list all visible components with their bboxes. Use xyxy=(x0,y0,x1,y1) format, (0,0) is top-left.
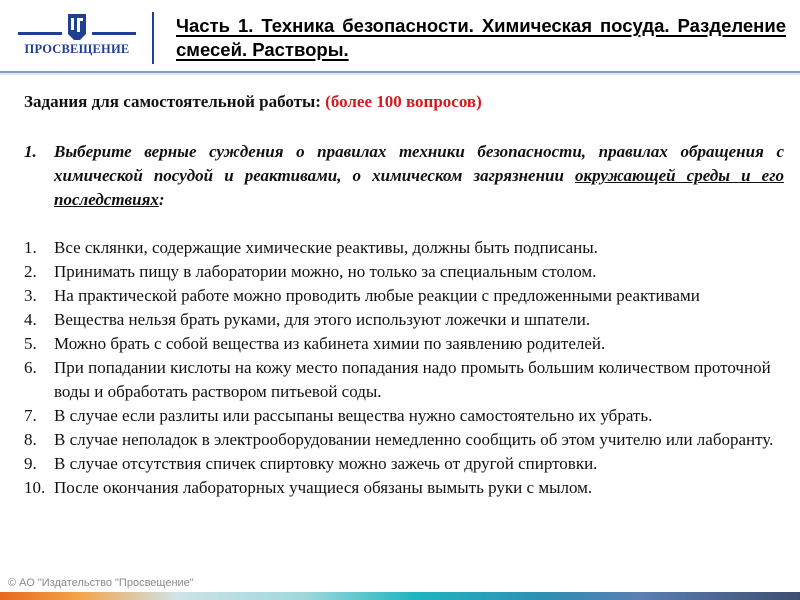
option-text: В случае отсутствия спичек спиртовку можно зажечь от другой спиртовки. xyxy=(54,454,598,473)
option-number: 3. xyxy=(24,286,37,305)
list-item xyxy=(24,260,784,284)
question xyxy=(24,140,784,212)
list-item xyxy=(24,236,784,260)
list-item xyxy=(24,308,784,332)
option-text: Все склянки, содержащие химические реактивы, должны быть подписаны. xyxy=(54,238,598,257)
option-text: При попадании кислоты на кожу место попадания надо промыть большим количеством проточной воды и обработать раствором питьевой соды. xyxy=(54,358,771,401)
option-number: 9. xyxy=(24,454,37,473)
header-divider xyxy=(152,12,154,64)
footer-gradient-bar xyxy=(0,592,800,600)
header-rule-shadow xyxy=(0,73,800,75)
list-item xyxy=(24,404,784,428)
option-text: В случае неполадок в электрооборудовании немедленно сообщить об этом учителю или лаборанту. xyxy=(54,430,774,449)
option-number: 5. xyxy=(24,334,37,353)
tasks-count: (более 100 вопросов) xyxy=(325,92,482,111)
list-item xyxy=(24,332,784,356)
question-text xyxy=(54,140,784,212)
option-number: 1. xyxy=(24,238,37,257)
tasks-heading-label: Задания для самостоятельной работы: xyxy=(24,92,326,111)
list-item xyxy=(24,356,784,404)
option-text: На практической работе можно проводить любые реакции с предложенными реактивами xyxy=(54,286,700,305)
publisher-logo xyxy=(18,12,136,64)
slide-content xyxy=(24,90,784,500)
question-number: 1. xyxy=(24,142,37,161)
tasks-heading xyxy=(24,90,784,114)
logo-text: ПРОСВЕЩЕНИЕ xyxy=(24,42,130,56)
option-number: 4. xyxy=(24,310,37,329)
option-text: Вещества нельзя брать руками, для этого используют ложечки и шпатели. xyxy=(54,310,591,329)
question-text-end: : xyxy=(158,190,165,209)
list-item xyxy=(24,284,784,308)
list-item xyxy=(24,428,784,452)
logo-emblem-icon xyxy=(18,12,136,42)
option-number: 7. xyxy=(24,406,37,425)
option-text: Можно брать с собой вещества из кабинета химии по заявлению родителей. xyxy=(54,334,606,353)
question-text-underlined: окружающей среды и его последствиях xyxy=(54,166,784,209)
option-number: 6. xyxy=(24,358,37,377)
option-text: Принимать пищу в лаборатории можно, но только за специальным столом. xyxy=(54,262,597,281)
copyright-notice: © АО "Издательство "Просвещение" xyxy=(8,577,194,589)
option-text: После окончания лабораторных учащиеся обязаны вымыть руки с мылом. xyxy=(54,478,593,497)
list-item xyxy=(24,452,784,476)
option-number: 2. xyxy=(24,262,37,281)
option-text: В случае если разлиты или рассыпаны вещества нужно самостоятельно их убрать. xyxy=(54,406,653,425)
option-number: 8. xyxy=(24,430,37,449)
list-item xyxy=(24,476,784,500)
question-text-main: Выберите верные суждения о правилах техники безопасности, правилах обращения с химической посудой и реактивами, о химическом загрязнении xyxy=(54,142,784,185)
option-number: 10. xyxy=(24,478,46,497)
answer-options xyxy=(24,236,784,500)
page-title: Часть 1. Техника безопасности. Химическая посуда. Разделение смесей. Растворы. xyxy=(176,15,786,60)
slide-header xyxy=(0,0,800,72)
